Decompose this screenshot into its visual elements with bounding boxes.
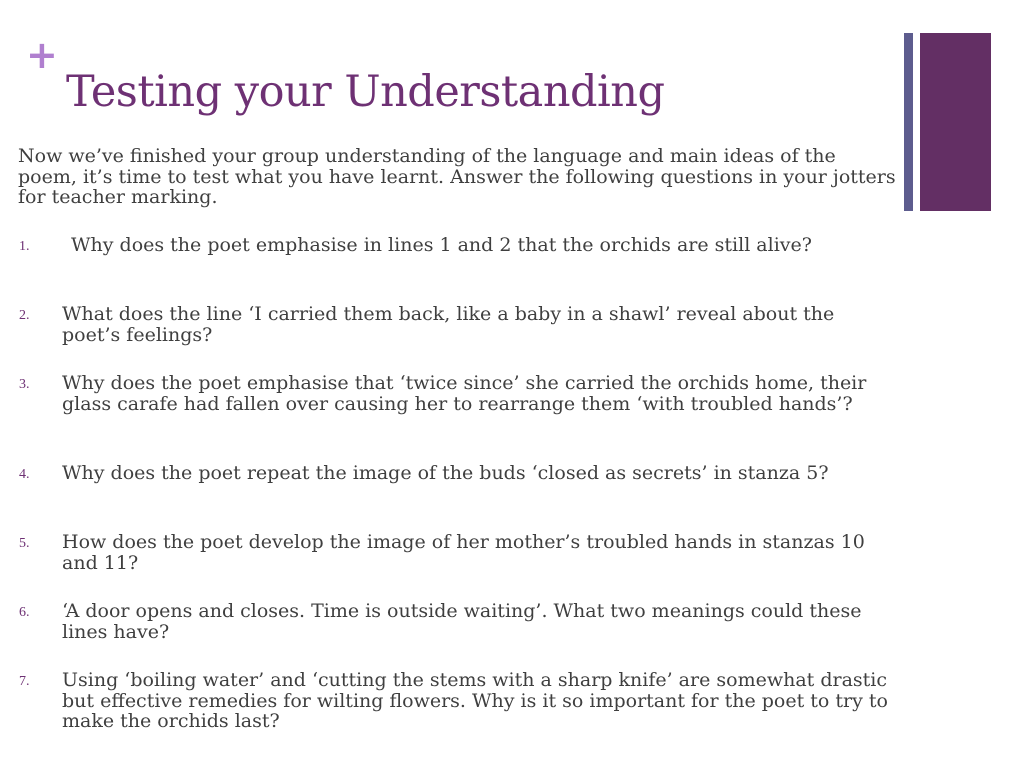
question-text: Why does the poet repeat the image of the buds ‘closed as secrets’ in stanza 5? xyxy=(62,462,829,484)
slide-title: Testing your Understanding xyxy=(66,67,665,117)
intro-paragraph: Now we’ve finished your group understanding of the language and main ideas of the poem, it’s time to test what you have learnt. Answer the following questions in your jotters for teacher marking. xyxy=(18,145,896,208)
question-number: 3. xyxy=(19,377,30,392)
question-number: 6. xyxy=(19,605,30,620)
question-number: 2. xyxy=(19,308,30,323)
question-text: Using ‘boiling water’ and ‘cutting the stems with a sharp knife’ are somewhat drastic but effective remedies for wilting flowers. Why is it so important for the poet to try to make the orchids last? xyxy=(62,669,888,732)
question-number: 4. xyxy=(19,467,30,482)
plus-decoration: + xyxy=(26,33,58,77)
accent-bar-thick xyxy=(920,33,991,211)
question-number: 7. xyxy=(19,674,30,689)
question-number: 5. xyxy=(19,536,30,551)
question-text: How does the poet develop the image of her mother’s troubled hands in stanzas 10 and 11? xyxy=(62,531,865,574)
accent-bar-thin xyxy=(904,33,913,211)
question-text: ‘A door opens and closes. Time is outside waiting’. What two meanings could these lines have? xyxy=(62,600,862,643)
question-text: Why does the poet emphasise that ‘twice since’ she carried the orchids home, their glass carafe had fallen over causing her to rearrange them ‘with troubled hands’? xyxy=(62,372,867,415)
question-number: 1. xyxy=(19,239,30,254)
question-text: Why does the poet emphasise in lines 1 and 2 that the orchids are still alive? xyxy=(71,234,812,256)
question-text: What does the line ‘I carried them back, like a baby in a shawl’ reveal about the poet’s feelings? xyxy=(62,303,835,346)
